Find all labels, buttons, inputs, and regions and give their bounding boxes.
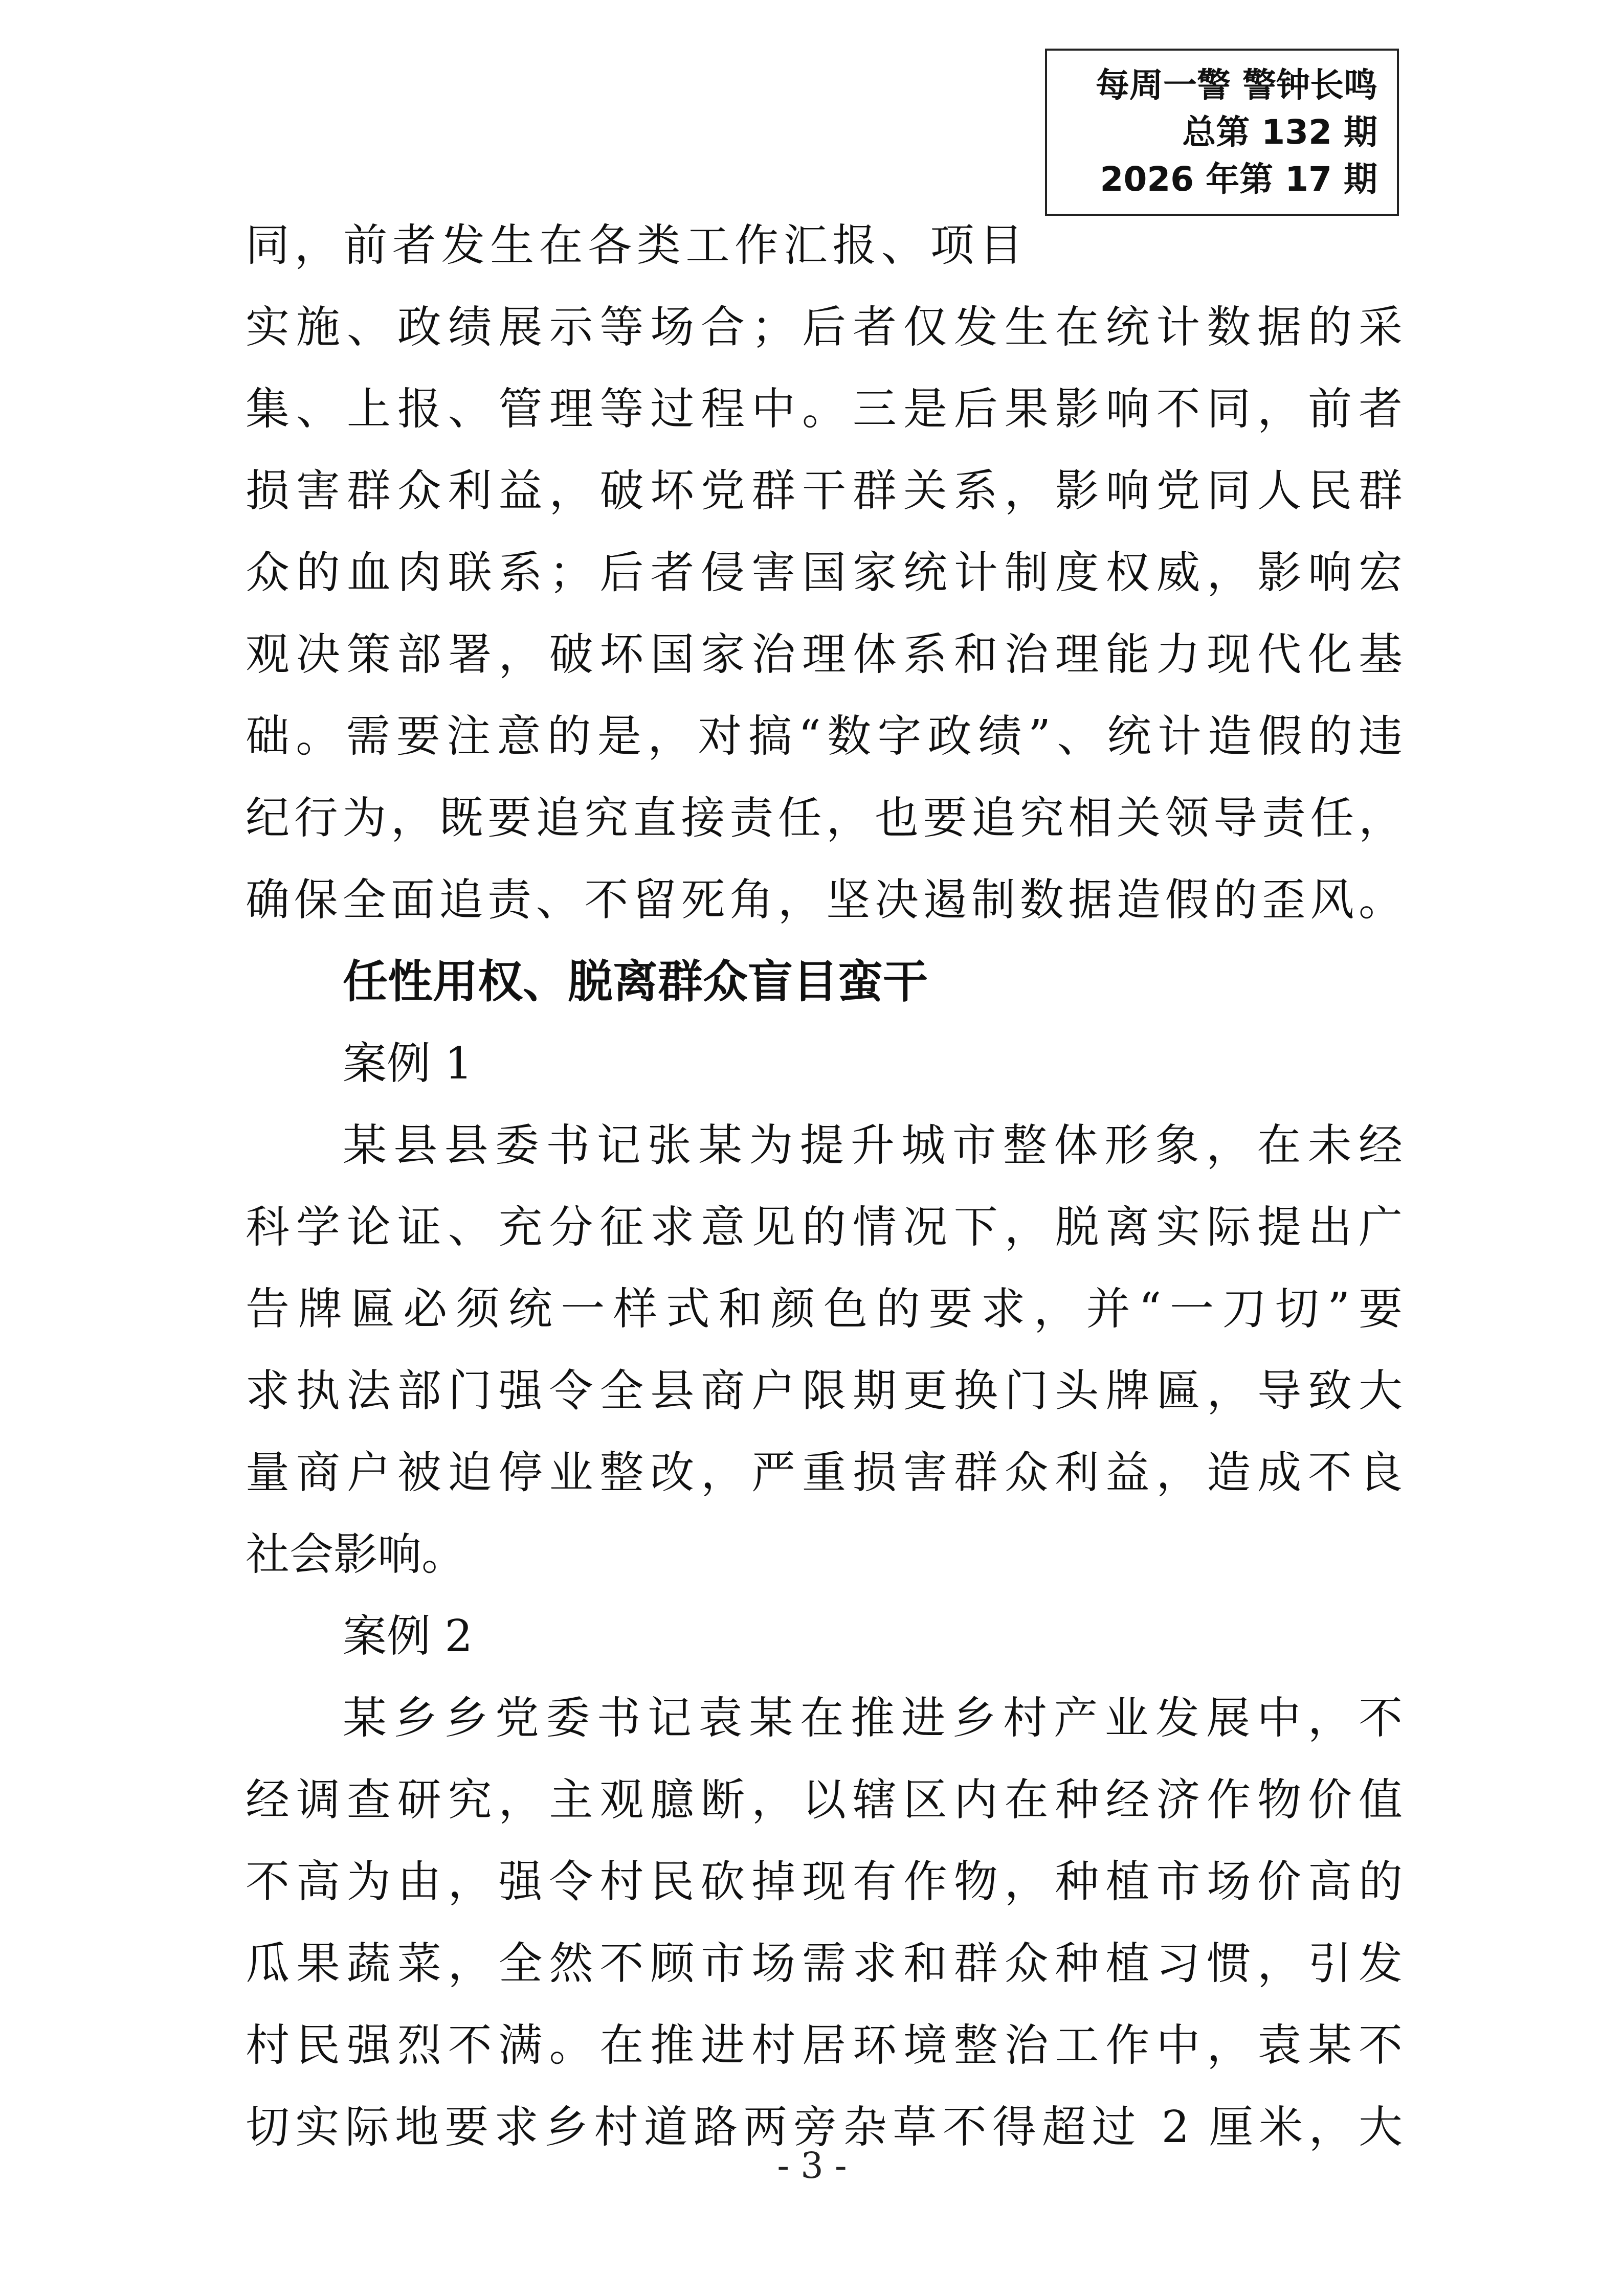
- paragraph-line: 确保全面追责、不留死角，坚决遏制数据造假的歪风。: [246, 874, 1403, 926]
- case-1-line: 某县县委书记张某为提升城市整体形象，在未经: [343, 1120, 1403, 1171]
- paragraph-line: 纪行为，既要追究直接责任，也要追究相关领导责任，: [246, 793, 1403, 844]
- paragraph-line: 础。需要注意的是，对搞“数字政绩”、统计造假的违: [246, 711, 1403, 762]
- case-2-line: 不高为由，强令村民砍掉现有作物，种植市场价高的: [246, 1856, 1403, 1907]
- year-issue-number: 2026 年第 17 期: [1100, 160, 1377, 199]
- document-body: [246, 205, 1403, 2168]
- case-2-label: 案例 2: [343, 1611, 473, 1662]
- case-2-line: 村民强烈不满。在推进村居环境整治工作中，袁某不: [246, 2020, 1403, 2071]
- case-1-line: 求执法部门强令全县商户限期更换门头牌匾，导致大: [246, 1365, 1403, 1416]
- paragraph-line: 损害群众利益，破坏党群干群关系，影响党同人民群: [246, 465, 1403, 516]
- case-2-line: 某乡乡党委书记袁某在推进乡村产业发展中，不: [343, 1693, 1403, 1744]
- case-1-label: 案例 1: [343, 1038, 473, 1089]
- paragraph-line: 实施、政绩展示等场合；后者仅发生在统计数据的采: [246, 302, 1403, 353]
- page-number: - 3 -: [777, 2145, 847, 2187]
- total-issue-number: 总第 132 期: [1182, 112, 1377, 152]
- case-1-line: 告牌匾必须统一样式和颜色的要求，并“一刀切”要: [246, 1284, 1403, 1335]
- section-heading: 任性用权、脱离群众盲目蛮干: [343, 955, 928, 1008]
- case-1-line: 社会影响。: [246, 1529, 465, 1580]
- case-2-line: 瓜果蔬菜，全然不顾市场需求和群众种植习惯，引发: [246, 1938, 1403, 1989]
- bulletin-header-box: [1045, 49, 1399, 216]
- paragraph-line: 众的血肉联系；后者侵害国家统计制度权威，影响宏: [246, 547, 1403, 598]
- paragraph-line: 集、上报、管理等过程中。三是后果影响不同，前者: [246, 384, 1403, 435]
- case-1-line: 量商户被迫停业整改，严重损害群众利益，造成不良: [246, 1447, 1403, 1498]
- bulletin-title: 每周一警 警钟长鸣: [1096, 65, 1377, 105]
- case-2-line: 经调查研究，主观臆断，以辖区内在种经济作物价值: [246, 1774, 1403, 1826]
- paragraph-line: 观决策部署，破坏国家治理体系和治理能力现代化基: [246, 629, 1403, 680]
- case-1-line: 科学论证、充分征求意见的情况下，脱离实际提出广: [246, 1202, 1403, 1253]
- case-2-line: 切实际地要求乡村道路两旁杂草不得超过 2 厘米，大: [246, 2102, 1403, 2153]
- paragraph-line: 同，前者发生在各类工作汇报、项目: [246, 220, 1023, 271]
